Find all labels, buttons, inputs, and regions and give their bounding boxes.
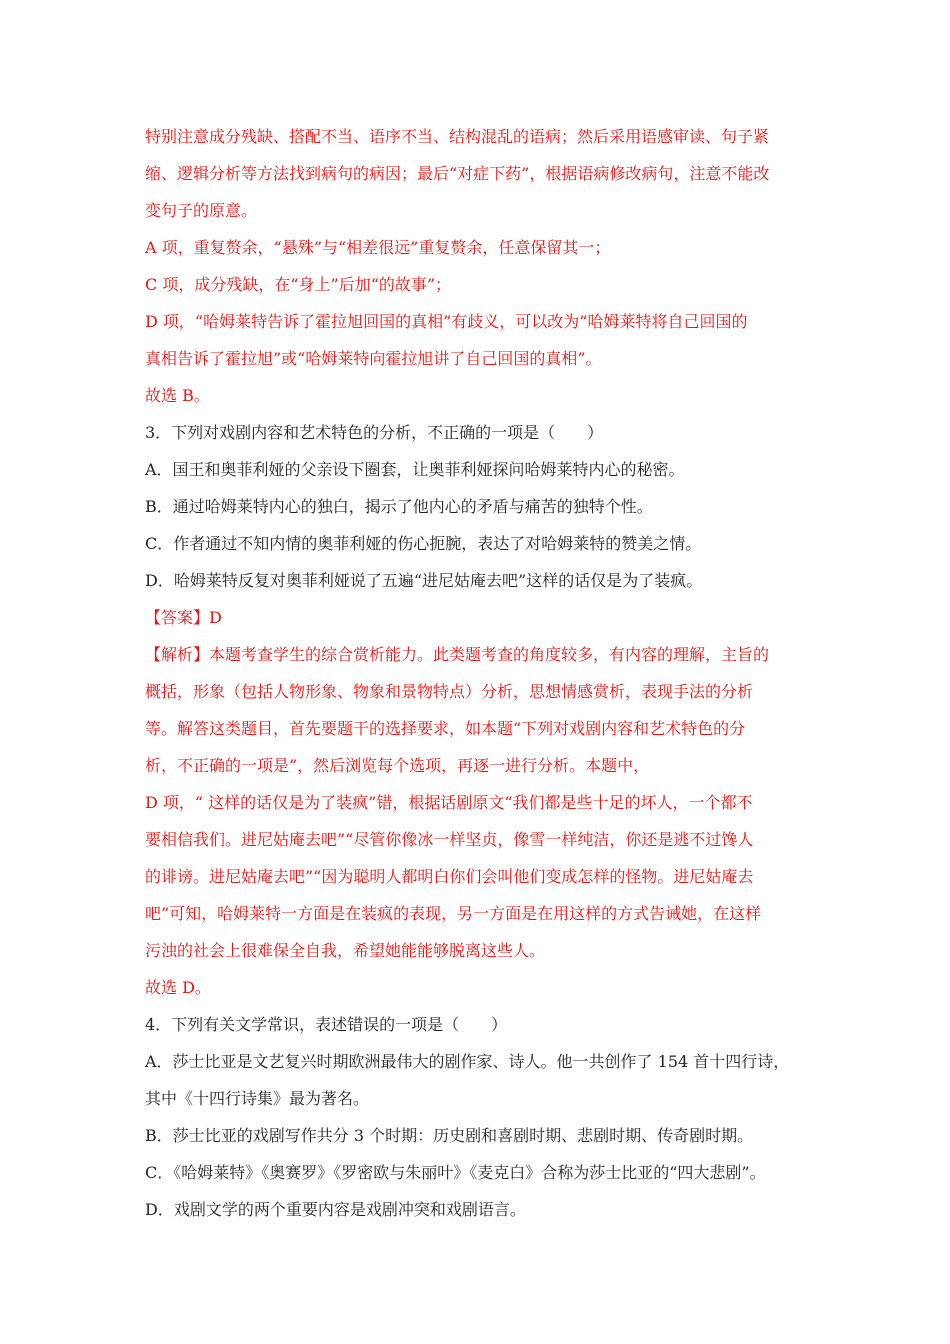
option-d: D．哈姆莱特反复对奥菲利娅说了五遍“进尼姑庵去吧”这样的话仅是为了装疯。 xyxy=(145,571,703,590)
option-a: A．莎士比亚是文艺复兴时期欧洲最伟大的剧作家、诗人。他一共创作了 154 首十四行诗， xyxy=(145,1052,790,1071)
explanation-line: 特别注意成分残缺、搭配不当、语序不当、结构混乱的语病；然后采用语感审读、句子紧 xyxy=(145,127,770,146)
analysis-line: 的诽谤。进尼姑庵去吧”“因为聪明人都明白你们会叫他们变成怎样的怪物。进尼姑庵去 xyxy=(145,867,754,886)
analysis-line: 概括，形象（包括人物形象、物象和景物特点）分析，思想情感赏析，表现手法的分析 xyxy=(145,682,754,701)
answer-label: 【答案】D xyxy=(145,608,222,627)
question-stem: 3．下列对戏剧内容和艺术特色的分析，不正确的一项是（ ） xyxy=(145,423,604,442)
document-page xyxy=(145,118,815,1228)
option-c: C．作者通过不知内情的奥菲利娅的伤心扼腕，表达了对哈姆莱特的赞美之情。 xyxy=(145,534,702,553)
analysis-line: 析，不正确的一项是”，然后浏览每个选项，再逐一进行分析。本题中， xyxy=(145,756,650,775)
explanation-line: 缩、逻辑分析等方法找到病句的病因；最后“对症下药”，根据语病修改病句，注意不能改 xyxy=(145,164,770,183)
explanation-line: 变句子的原意。 xyxy=(145,201,258,220)
option-a: A．国王和奥菲利娅的父亲设下圈套，让奥菲利娅探问哈姆莱特内心的秘密。 xyxy=(145,460,685,479)
explanation-line: A 项，重复赘余，“悬殊”与“相差很远”重复赘余，任意保留其一； xyxy=(145,238,611,257)
option-c: C．《哈姆莱特》《奥赛罗》《罗密欧与朱丽叶》《麦克白》合称为莎士比亚的“四大悲剧”。 xyxy=(145,1163,766,1182)
analysis-line: 【解析】本题考查学生的综合赏析能力。此类题考查的角度较多，有内容的理解，主旨的 xyxy=(145,645,770,664)
analysis-line: 污浊的社会上很难保全自我，希望她能能够脱离这些人。 xyxy=(145,941,546,960)
question4 xyxy=(145,1006,815,1228)
option-b: B．莎士比亚的戏剧写作共分 3 个时期：历史剧和喜剧时期、悲剧时期、传奇剧时期。 xyxy=(145,1126,754,1145)
explanation-line: D 项，“哈姆莱特告诉了霍拉旭回国的真相”有歧义，可以改为“哈姆莱特将自己回国的 xyxy=(145,312,748,331)
question-stem: 4．下列有关文学常识，表述错误的一项是（ ） xyxy=(145,1015,508,1034)
option-a-continued: 其中《十四行诗集》最为著名。 xyxy=(145,1089,370,1108)
analysis-line: 吧”可知，哈姆莱特一方面是在装疯的表现，另一方面是在用这样的方式告诫她，在这样 xyxy=(145,904,762,923)
analysis-line: D 项，“ 这样的话仅是为了装疯”错，根据话剧原文“我们都是些十足的坏人，一个都不 xyxy=(145,793,753,812)
final-choice: 故选 D。 xyxy=(145,978,211,997)
analysis-line: 等。解答这类题目，首先要题干的选择要求，如本题“下列对戏剧内容和艺术特色的分 xyxy=(145,719,746,738)
option-b: B．通过哈姆莱特内心的独白，揭示了他内心的矛盾与痛苦的独特个性。 xyxy=(145,497,653,516)
explanation-line: C 项，成分残缺，在“身上”后加“的故事”； xyxy=(145,275,452,294)
option-d: D．戏剧文学的两个重要内容是戏剧冲突和戏剧语言。 xyxy=(145,1200,526,1219)
question3 xyxy=(145,414,815,1006)
explanation-line: 真相告诉了霍拉旭”或“哈姆莱特向霍拉旭讲了自己回国的真相”。 xyxy=(145,349,602,368)
final-choice: 故选 B。 xyxy=(145,386,210,405)
question2-explanation xyxy=(145,118,815,414)
analysis-line: 要相信我们。进尼姑庵去吧”“尽管你像冰一样坚贞，像雪一样纯洁，你还是逃不过馋人 xyxy=(145,830,754,849)
